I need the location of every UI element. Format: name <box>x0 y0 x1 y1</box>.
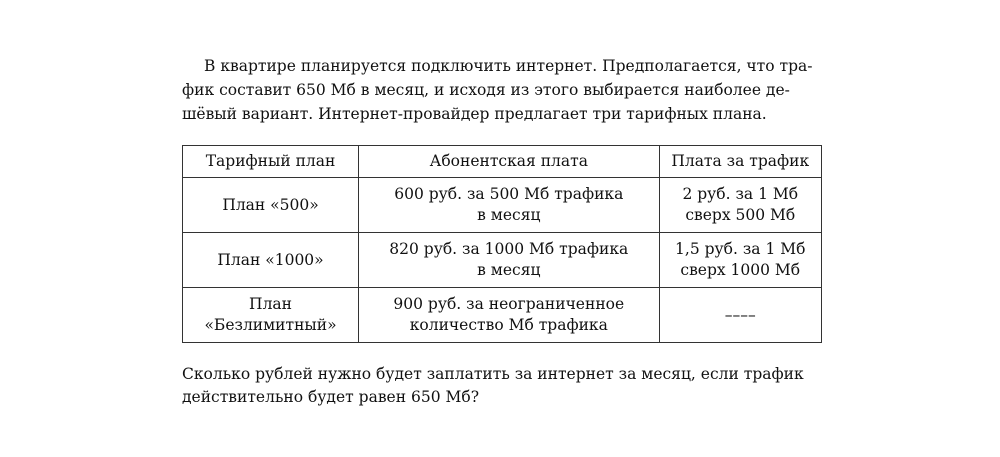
question-line: Сколько рублей нужно будет заплатить за интернет за месяц, если трафик <box>182 365 804 383</box>
intro-line: В квартире планируется подключить интернет. Предполагается, что тра- <box>204 57 813 75</box>
cell-text: 1,5 руб. за 1 Мб <box>675 240 806 258</box>
problem-content <box>182 54 822 409</box>
cell-text: 600 руб. за 500 Мб трафика <box>394 185 624 203</box>
table-row <box>183 288 822 343</box>
cell-text: сверх 500 Мб <box>685 206 796 224</box>
tariff-table <box>182 145 822 343</box>
cell-text: План «500» <box>222 195 319 214</box>
header-plan: Тарифный план <box>183 146 359 178</box>
fee-cell <box>359 178 659 233</box>
cell-text: План <box>249 295 292 313</box>
traffic-cell <box>659 233 821 288</box>
fee-cell <box>359 233 659 288</box>
traffic-cell <box>659 178 821 233</box>
cell-text: в месяц <box>477 206 541 224</box>
cell-text: 2 руб. за 1 Мб <box>682 185 799 203</box>
question-line: действительно будет равен 650 Мб? <box>182 388 479 406</box>
cell-text: количество Мб трафика <box>409 316 608 334</box>
cell-text: сверх 1000 Мб <box>680 261 801 279</box>
header-fee: Абонентская плата <box>359 146 659 178</box>
cell-text: 900 руб. за неограниченное <box>393 295 625 313</box>
intro-line: шёвый вариант. Интернет-провайдер предлагает три тарифных плана. <box>182 105 767 123</box>
plan-cell <box>183 178 359 233</box>
dash-placeholder: –––– <box>724 305 756 324</box>
intro-line: фик составит 650 Мб в месяц, и исходя из этого выбирается наиболее де- <box>182 81 790 99</box>
cell-text: «Безлимитный» <box>204 316 337 334</box>
header-traffic: Плата за трафик <box>659 146 821 178</box>
table-header-row <box>183 146 822 178</box>
fee-cell <box>359 288 659 343</box>
cell-text: в месяц <box>477 261 541 279</box>
cell-text: 820 руб. за 1000 Мб трафика <box>389 240 629 258</box>
problem-question <box>182 363 822 409</box>
cell-text: План «1000» <box>217 250 324 269</box>
plan-cell <box>183 233 359 288</box>
problem-intro <box>182 54 822 126</box>
table-row <box>183 178 822 233</box>
plan-cell <box>183 288 359 343</box>
table-row <box>183 233 822 288</box>
traffic-cell <box>659 288 821 343</box>
